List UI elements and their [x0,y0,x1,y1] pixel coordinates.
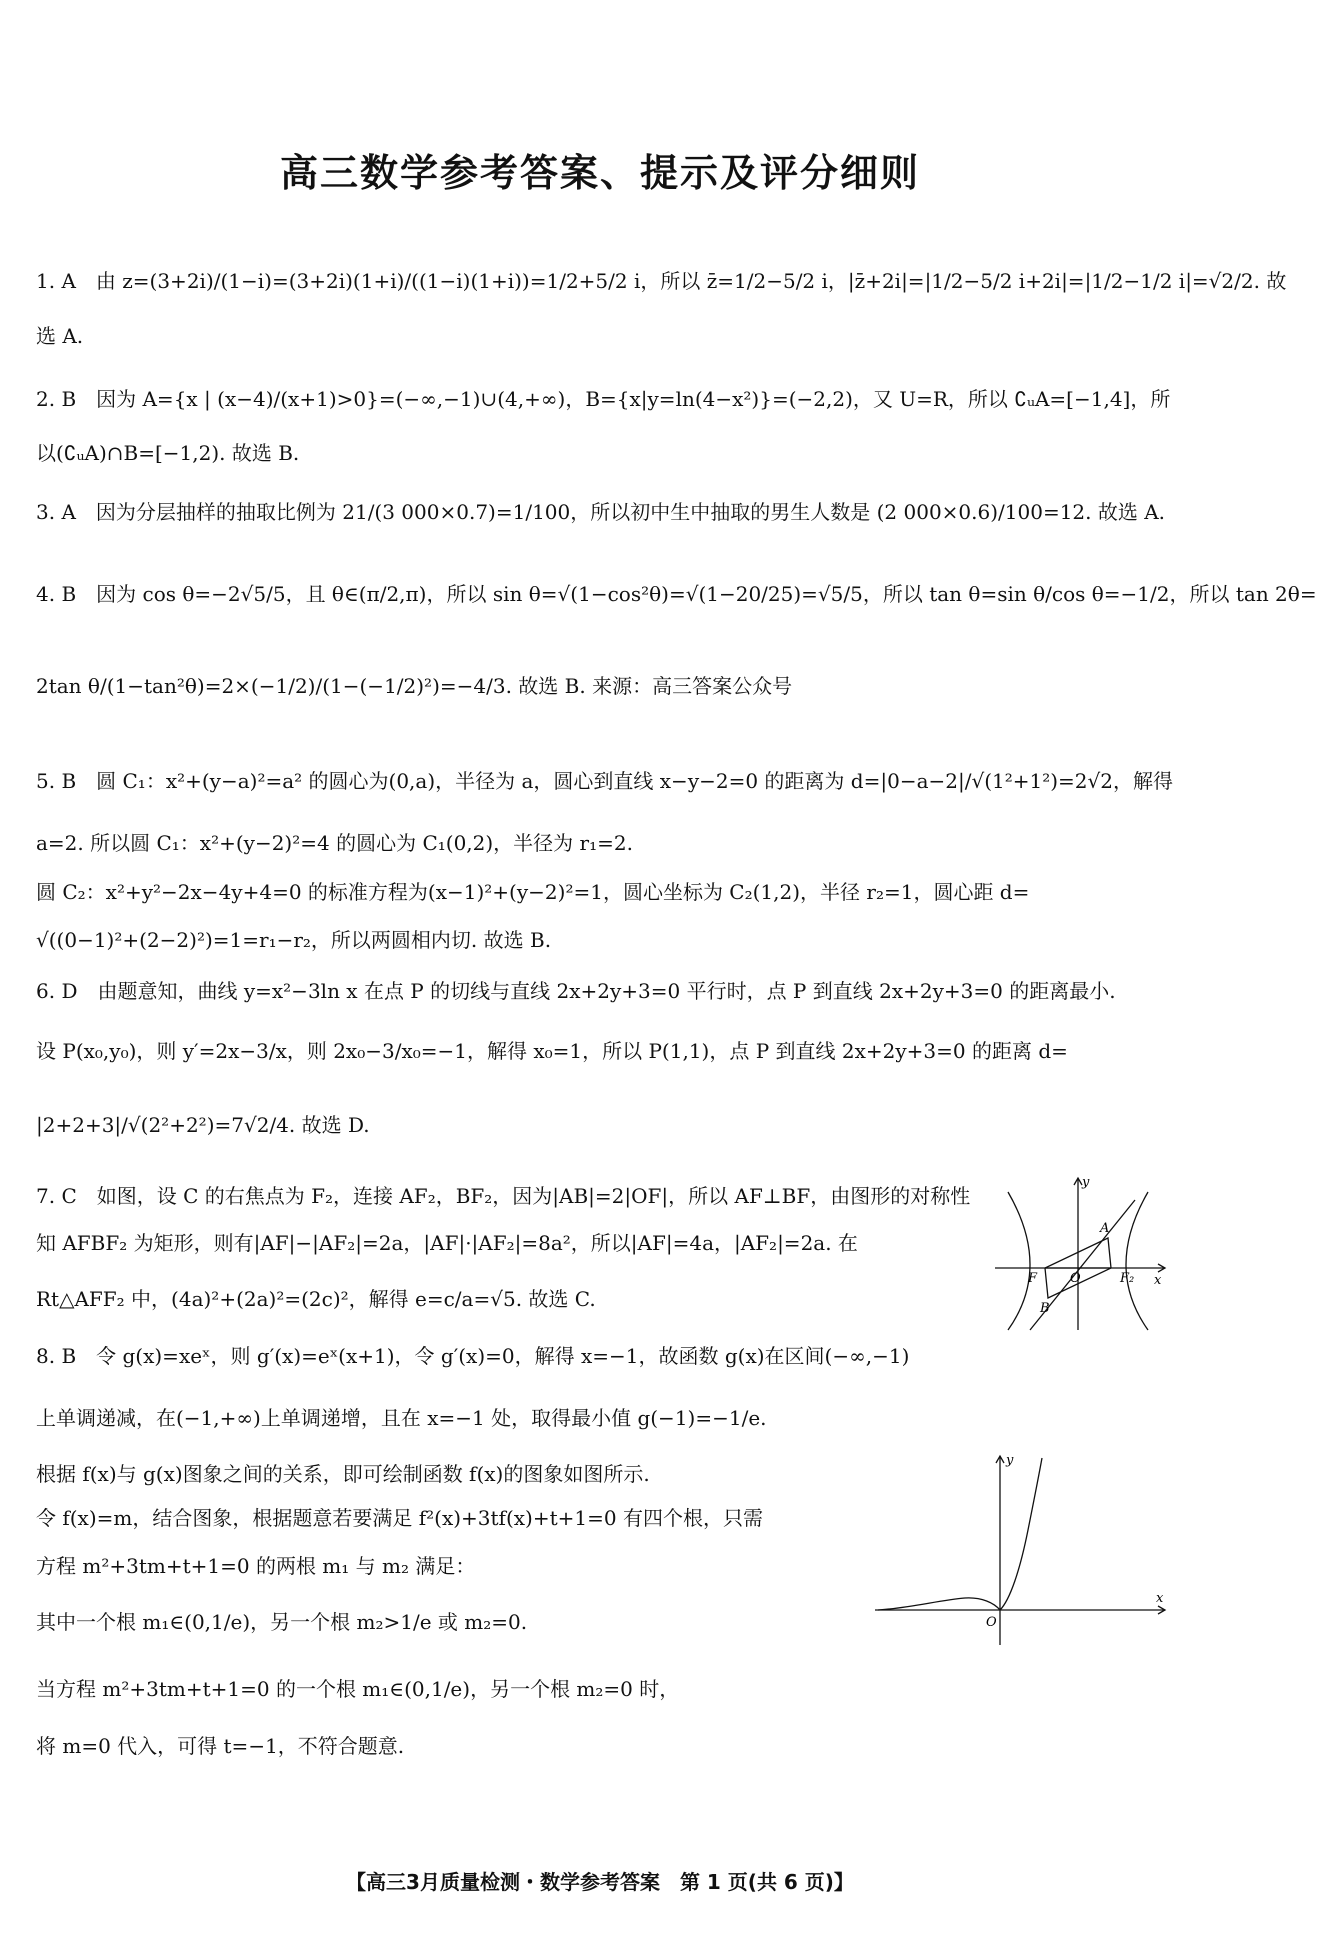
q8-line-5: 方程 m²+3tm+t+1=0 的两根 m₁ 与 m₂ 满足： [36,1554,476,1578]
q4-line-2: 2tan θ/(1−tan²θ)=2×(−1/2)/(1−(−1/2)²)=−4/3. 故选 B. 来源：高三答案公众号 [36,674,793,698]
page-footer: 【高三3月质量检测・数学参考答案 第 1 页(共 6 页)】 [346,1870,854,1894]
q8-line-8: 将 m=0 代入，可得 t=−1，不符合题意. [36,1734,405,1758]
fig7-label-f: F [1028,1271,1038,1286]
q6-line-2: 设 P(x₀,y₀)，则 y′=2x−3/x，则 2x₀−3/x₀=−1，解得 x₀=1，所以 P(1,1)，点 P 到直线 2x+2y+3=0 的距离 d= [36,1039,1068,1063]
q8-line-4: 令 f(x)=m，结合图象，根据题意若要满足 f²(x)+3tf(x)+t+1=0 有四个根，只需 [36,1506,763,1530]
hyperbola-left-branch [1008,1192,1030,1330]
q8-line-1: 8. B 令 g(x)=xeˣ，则 g′(x)=eˣ(x+1)，令 g′(x)=0，解得 x=−1，故函数 g(x)在区间(−∞,−1) [36,1344,910,1368]
fig7-label-y: y [1082,1175,1090,1190]
q7-line-2: 知 AFBF₂ 为矩形，则有|AF|−|AF₂|=2a，|AF|·|AF₂|=8a²，所以|AF|=4a，|AF₂|=2a. 在 [36,1231,858,1255]
q1-line-2: 选 A. [36,324,84,348]
q8-line-3: 根据 f(x)与 g(x)图象之间的关系，即可绘制函数 f(x)的图象如图所示. [36,1462,650,1486]
q2-line-1: 2. B 因为 A={x | (x−4)/(x+1)>0}=(−∞,−1)∪(4,+∞)，B={x|y=ln(4−x²)}=(−2,2)，又 U=R，所以 ∁ᵤA=[−1,4]，所 [36,387,1171,411]
q5-line-2: a=2. 所以圆 C₁：x²+(y−2)²=4 的圆心为 C₁(0,2)，半径为 r₁=2. [36,831,633,855]
q6-line-3: |2+2+3|/√(2²+2²)=7√2/4. 故选 D. [36,1113,370,1137]
fig7-label-a: A [1100,1221,1110,1236]
q8-line-2: 上单调递减，在(−1,+∞)上单调递增，且在 x=−1 处，取得最小值 g(−1)=−1/e. [36,1406,767,1430]
q5-line-4: √((0−1)²+(2−2)²)=1=r₁−r₂，所以两圆相内切. 故选 B. [36,928,552,952]
function-graph-figure [870,1450,1170,1650]
q7-line-1: 7. C 如图，设 C 的右焦点为 F₂，连接 AF₂，BF₂，因为|AB|=2|OF|，所以 AF⊥BF，由图形的对称性 [36,1184,971,1208]
f-x-curve [878,1458,1042,1610]
fig8-label-o: O [986,1615,997,1630]
q3-line-1: 3. A 因为分层抽样的抽取比例为 21/(3 000×0.7)=1/100，所以初中生中抽取的男生人数是 (2 000×0.6)/100=12. 故选 A. [36,500,1166,524]
q5-line-1: 5. B 圆 C₁：x²+(y−a)²=a² 的圆心为(0,a)，半径为 a，圆心到直线 x−y−2=0 的距离为 d=|0−a−2|/√(1²+1²)=2√2，解得 [36,769,1174,793]
page-title: 高三数学参考答案、提示及评分细则 [279,151,920,195]
fig8-label-y: y [1006,1453,1014,1468]
fig8-label-x: x [1156,1591,1164,1606]
fig7-label-o: O [1070,1271,1081,1286]
q8-line-6: 其中一个根 m₁∈(0,1/e)，另一个根 m₂>1/e 或 m₂=0. [36,1610,528,1634]
hyperbola-figure [990,1170,1170,1335]
q4-line-1: 4. B 因为 cos θ=−2√5/5，且 θ∈(π/2,π)，所以 sin θ=√(1−cos²θ)=√(1−20/25)=√5/5，所以 tan θ=sin θ/cos θ=−1/2，所以 tan 2θ= [36,582,1317,606]
q8-line-7: 当方程 m²+3tm+t+1=0 的一个根 m₁∈(0,1/e)，另一个根 m₂=0 时， [36,1677,680,1701]
q1-line-1: 1. A 由 z=(3+2i)/(1−i)=(3+2i)(1+i)/((1−i)(1+i))=1/2+5/2 i，所以 z̄=1/2−5/2 i，|z̄+2i|=|1/2−5/2 i+2i|=|1/2−1/2 i|=√2/2. 故 [36,269,1287,293]
q6-line-1: 6. D 由题意知，曲线 y=x²−3ln x 在点 P 的切线与直线 2x+2y+3=0 平行时，点 P 到直线 2x+2y+3=0 的距离最小. [36,979,1116,1003]
fig7-label-x: x [1154,1273,1162,1288]
fig7-label-b: B [1040,1301,1050,1316]
q2-line-2: 以(∁ᵤA)∩B=[−1,2). 故选 B. [36,441,300,465]
q7-line-3: Rt△AFF₂ 中，(4a)²+(2a)²=(2c)²，解得 e=c/a=√5. 故选 C. [36,1287,596,1311]
q5-line-3: 圆 C₂：x²+y²−2x−4y+4=0 的标准方程为(x−1)²+(y−2)²=1，圆心坐标为 C₂(1,2)，半径 r₂=1，圆心距 d= [36,880,1030,904]
hyperbola-right-branch [1126,1192,1148,1330]
fig7-label-f2: F₂ [1120,1271,1135,1286]
